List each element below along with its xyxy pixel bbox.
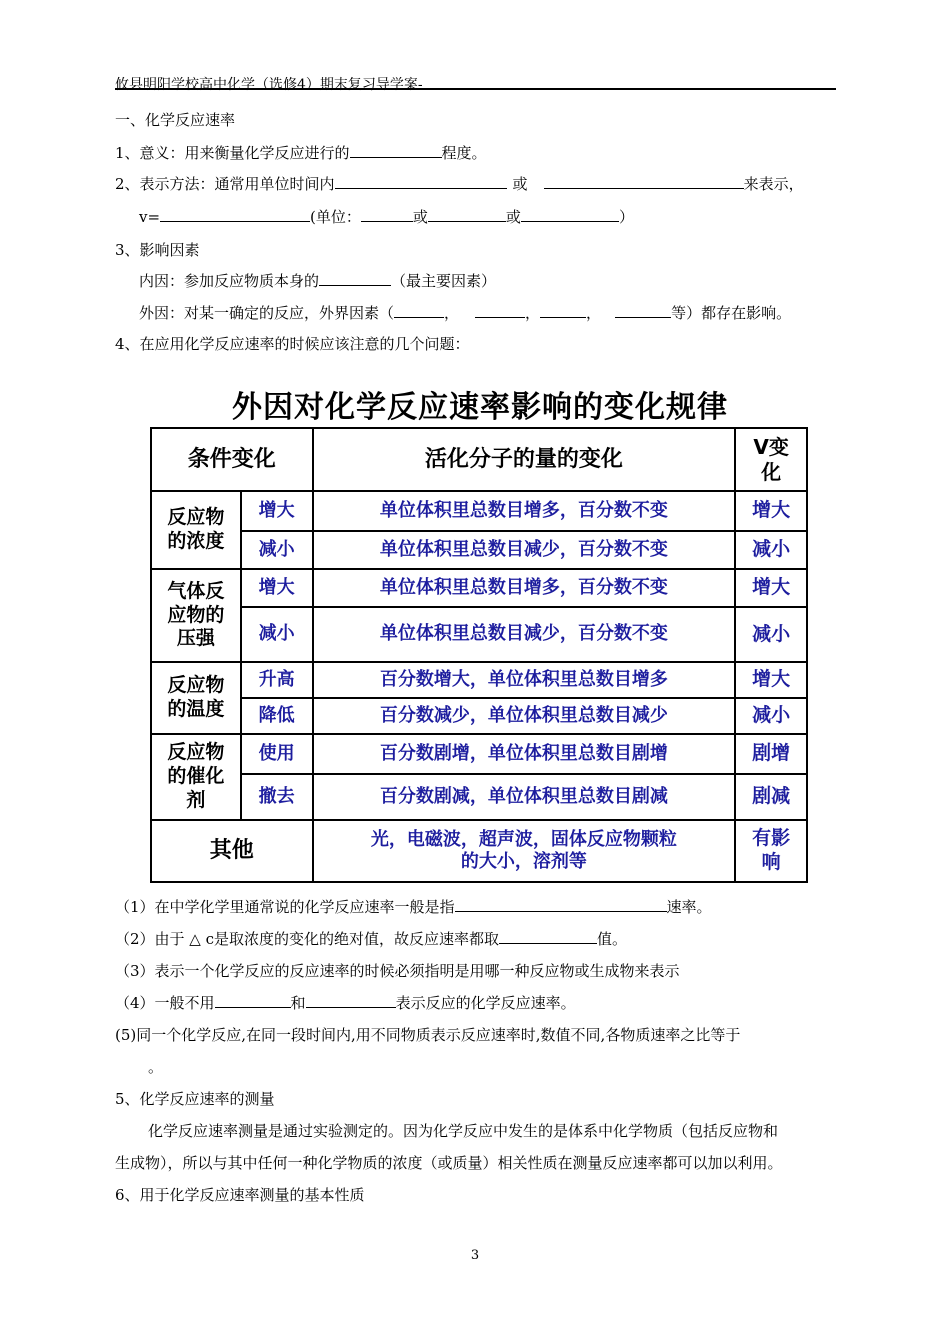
change-cell: 增大 [241,569,313,607]
blank [350,143,442,158]
item-1-suffix: 程度。 [441,144,487,162]
blank [540,303,586,318]
table-header-row [151,428,807,491]
v-cell: 剧减 [735,774,807,820]
item-5-title: 5、化学反应速率的测量 [115,1090,275,1108]
note-2-text: （2）由于 △ c是取浓度的变化的绝对值，故反应速率都取 [115,930,500,948]
table-row [151,662,807,698]
rate-factors-table [150,427,808,883]
item-1-text: 1、意义：用来衡量化学反应进行的 [115,144,350,162]
close-paren: ） [618,208,634,226]
v-cell: 剧增 [735,734,807,774]
blank [319,271,391,286]
item-6-title: 6、用于化学反应速率测量的基本性质 [115,1186,365,1204]
external-text: 外因：对某一确定的反应，外界因素（ [139,304,395,322]
blank [335,174,507,189]
internal-factor [139,271,496,291]
table-row [151,569,807,607]
note-4-text: （4）一般不用 [115,994,215,1012]
unit-label: (单位： [310,208,361,226]
table-row [151,607,807,662]
desc-cell: 单位体积里总数目减少，百分数不变 [313,531,736,569]
or: 或 [505,208,521,226]
change-cell: 降低 [241,698,313,734]
v-cell: 增大 [735,569,807,607]
internal-text: 内因：参加反应物质本身的 [139,272,320,290]
external-factor [139,303,791,323]
v-cell: 增大 [735,662,807,698]
note-4 [115,993,576,1013]
condition-pressure: 气体反 应物的 压强 [151,569,241,662]
blank [521,207,619,222]
condition-other: 其他 [151,820,313,882]
blank [499,929,597,944]
blank [215,993,291,1008]
v-cell: 减小 [735,531,807,569]
desc-cell: 百分数减少，单位体积里总数目减少 [313,698,736,734]
table-row [151,531,807,569]
change-cell: 撤去 [241,774,313,820]
blank [361,207,413,222]
note-2-suffix: 值。 [597,930,628,948]
external-suffix: 等）都存在影响。 [671,304,792,322]
item-2-or: 或 [512,175,528,193]
v-label: v= [139,208,161,226]
page-number: 3 [470,1248,480,1263]
header-v-change: V变 化 [735,428,807,491]
desc-cell: 光，电磁波，超声波，固体反应物颗粒 的大小，溶剂等 [313,820,736,882]
item-3-title: 3、影响因素 [115,241,200,259]
note-5-end: 。 [148,1058,164,1076]
desc-cell: 单位体积里总数目增多，百分数不变 [313,491,736,531]
blank [475,303,525,318]
comma: ， [586,304,602,322]
internal-suffix: （最主要因素） [391,272,497,290]
table-row [151,734,807,774]
note-4-and: 和 [290,994,306,1012]
condition-catalyst: 反应物 的催化 剂 [151,734,241,820]
header-condition: 条件变化 [151,428,313,491]
page-header: 攸县明阳学校高中化学（选修4）期末复习导学案- [115,77,423,93]
blank [306,993,396,1008]
blank [455,897,667,912]
comma: ， [444,304,460,322]
item-1 [115,143,487,163]
section-title: 一、化学反应速率 [115,111,236,129]
item-5-paragraph-line-1: 化学反应速率测量是通过实验测定的。因为化学反应中发生的是体系中化学物质（包括反应物和 [148,1122,779,1140]
item-5-paragraph-line-2: 生成物），所以与其中任何一种化学物质的浓度（或质量）相关性质在测量反应速率都可以加以利用。 [115,1154,783,1172]
note-4-suffix: 表示反应的化学反应速率。 [395,994,576,1012]
blank [394,303,444,318]
desc-cell: 百分数剧减，单位体积里总数目剧减 [313,774,736,820]
blank [160,207,310,222]
v-cell: 减小 [735,698,807,734]
desc-cell: 百分数剧增，单位体积里总数目剧增 [313,734,736,774]
item-2-formula [139,207,634,227]
v-cell: 增大 [735,491,807,531]
condition-temperature: 反应物 的温度 [151,662,241,734]
header-activated-molecules: 活化分子的量的变化 [313,428,736,491]
table-row [151,698,807,734]
comma: ， [525,304,541,322]
note-5: (5)同一个化学反应,在同一段时间内,用不同物质表示反应速率时,数值不同,各物质速率之比等于 [115,1026,741,1044]
figure-title: 外因对化学反应速率影响的变化规律 [232,390,728,425]
v-cell: 减小 [735,607,807,662]
change-cell: 升高 [241,662,313,698]
note-1 [115,897,712,917]
change-cell: 增大 [241,491,313,531]
blank [615,303,671,318]
item-2-text: 2、表示方法：通常用单位时间内 [115,175,335,193]
note-3: （3）表示一个化学反应的反应速率的时候必须指明是用哪一种反应物或生成物来表示 [115,962,680,980]
desc-cell: 单位体积里总数目减少，百分数不变 [313,607,736,662]
header-rule [115,88,836,90]
item-4-title: 4、在应用化学反应速率的时候应该注意的几个问题： [115,335,470,353]
or: 或 [412,208,428,226]
note-1-text: （1）在中学化学里通常说的化学反应速率一般是指 [115,898,455,916]
change-cell: 减小 [241,531,313,569]
item-2 [115,174,804,194]
desc-cell: 百分数增大，单位体积里总数目增多 [313,662,736,698]
table-row [151,774,807,820]
item-2-suffix: 来表示， [743,175,804,193]
blank [428,207,506,222]
table-row-other [151,820,807,882]
desc-cell: 单位体积里总数目增多，百分数不变 [313,569,736,607]
v-cell: 有影 响 [735,820,807,882]
change-cell: 使用 [241,734,313,774]
table-row [151,491,807,531]
note-1-suffix: 速率。 [666,898,712,916]
condition-concentration: 反应物 的浓度 [151,491,241,569]
note-2 [115,929,627,949]
change-cell: 减小 [241,607,313,662]
blank [544,174,744,189]
